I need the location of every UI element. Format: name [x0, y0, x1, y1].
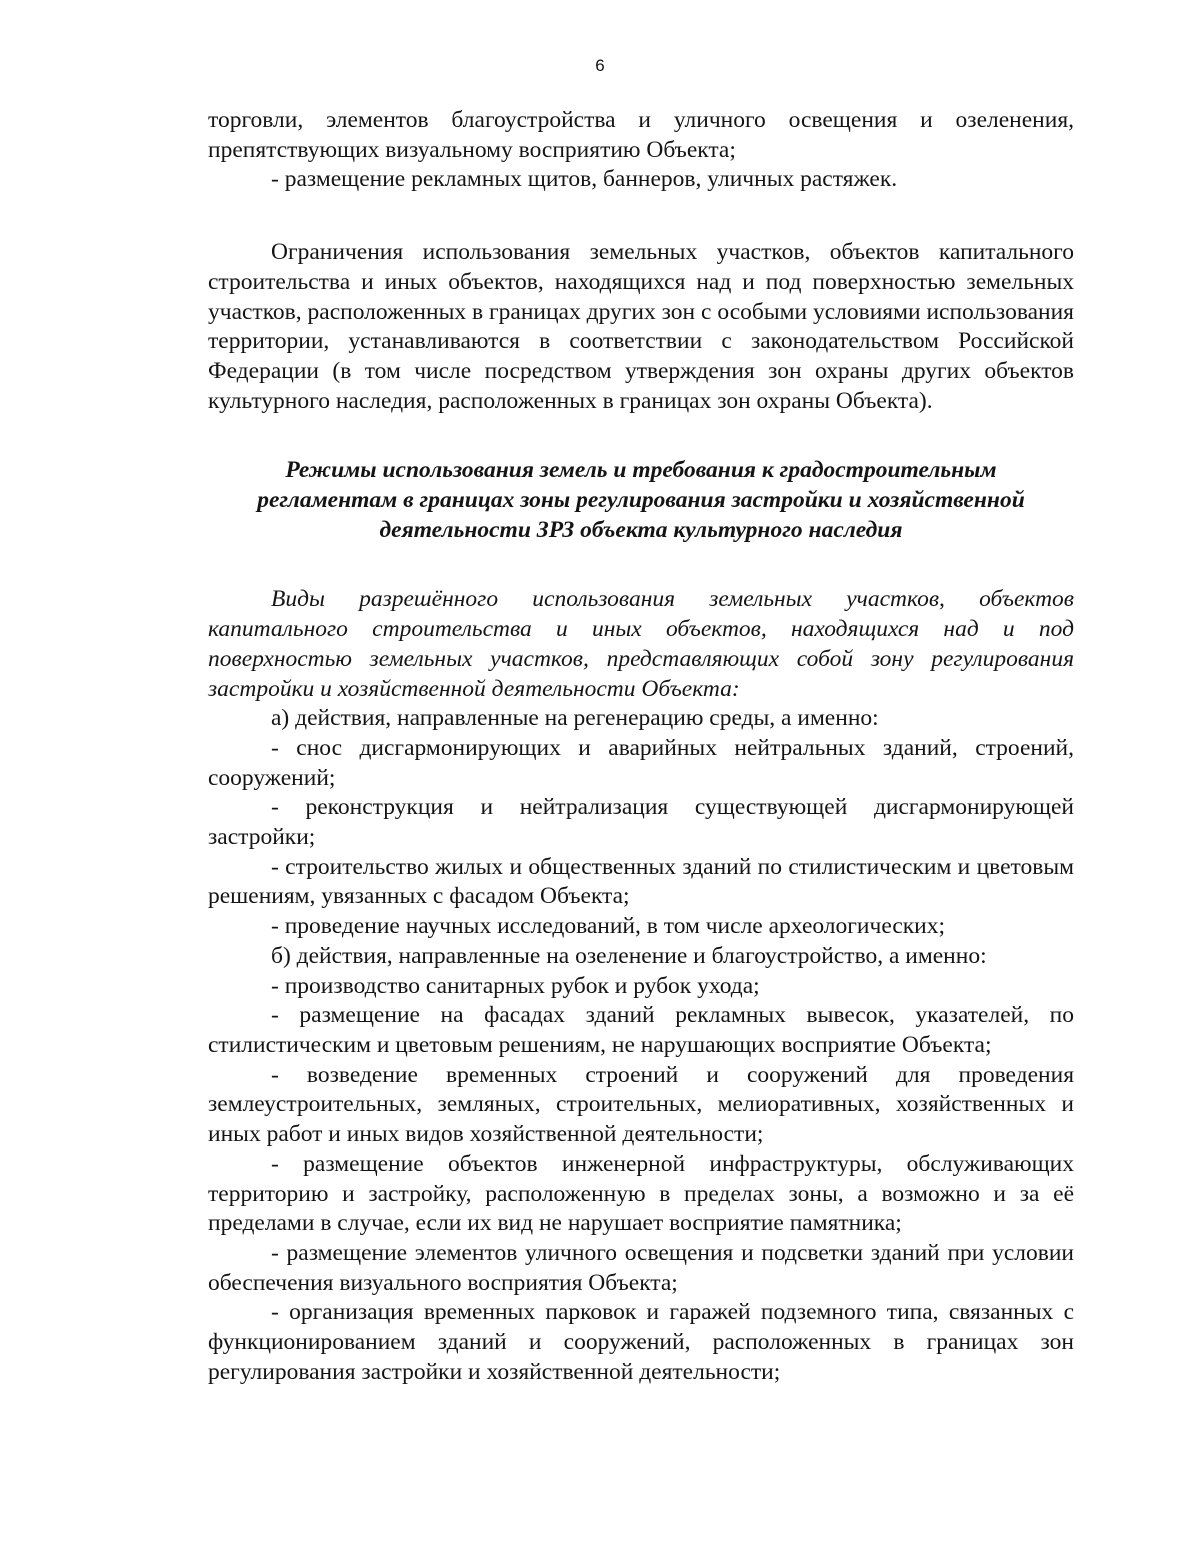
list-item: а) действия, направленные на регенерацию среды, а именно:	[271, 705, 879, 732]
spacer	[208, 195, 1074, 238]
spacer	[208, 545, 1074, 585]
list-item: - строительство жилых и общественных зданий по стилистическим и цветовым решениям, увязанных с фасадом Объекта;	[208, 853, 1074, 910]
list-item: - реконструкция и нейтрализация существующей дисгармонирующей застройки;	[208, 794, 1074, 851]
list-item: - размещение на фасадах зданий рекламных вывесок, указателей, по стилистическим и цветовым решениям, не нарушающих восприятие Объекта;	[208, 1002, 1074, 1058]
list-item: - размещение рекламных щитов, баннеров, уличных растяжек.	[271, 166, 898, 193]
intro-paragraph: Виды разрешённого использования земельных участков, объектов капитального строительства и иных объектов, находящихся над и под поверхностью земельных участков, представляющих собой зону регулирования застройки и хозяйственной деятельности Объекта:	[208, 586, 1074, 702]
paragraph-continuation: торговли, элементов благоустройства и уличного освещения и озеленения, препятствующих визуальному восприятию Объекта;	[208, 107, 1074, 163]
document-body	[208, 106, 1074, 1387]
list-item: - размещение элементов уличного освещения и подсветки зданий при условии обеспечения визуального восприятия Объекта;	[208, 1239, 1074, 1296]
spacer	[208, 416, 1074, 456]
list-item: - размещение объектов инженерной инфраструктуры, обслуживающих территорию и застройку, расположенную в пределах зоны, а возможно и за её пределами в случае, если их вид не нарушает восприятие памятника;	[208, 1150, 1074, 1237]
section-heading: Режимы использования земель и требования к градостроительным регламентам в границах зоны регулирования застройки и хозяйственной деятельности ЗРЗ объекта культурного наследия	[257, 457, 1025, 543]
page-number: 6	[595, 56, 605, 75]
restrictions-paragraph: Ограничения использования земельных участков, объектов капитального строительства и иных объектов, находящихся над и под поверхностью земельных участков, расположенных в границах других зон с особыми условиями использования территории, устанавливаются в соответствии с законодательством Российской Федерации (в том числе посредством утверждения зон охраны других объектов культурного наследия, расположенных в границах зон охраны Объекта).	[208, 239, 1074, 414]
list-item: - производство санитарных рубок и рубок ухода;	[271, 972, 760, 999]
list-item: - организация временных парковок и гаражей подземного типа, связанных с функционированием зданий и сооружений, расположенных в границах зон регулирования застройки и хозяйственной деятельности;	[208, 1299, 1074, 1385]
list-item: - снос дисгармонирующих и аварийных нейтральных зданий, строений, сооружений;	[208, 734, 1074, 791]
list-item: - возведение временных строений и сооружений для проведения землеустроительных, земляных, строительных, мелиоративных, хозяйственных и иных работ и иных видов хозяйственной деятельности;	[208, 1061, 1074, 1148]
list-item: б) действия, направленные на озеленение и благоустройство, а именно:	[271, 942, 987, 969]
list-item: - проведение научных исследований, в том числе археологических;	[271, 913, 946, 940]
